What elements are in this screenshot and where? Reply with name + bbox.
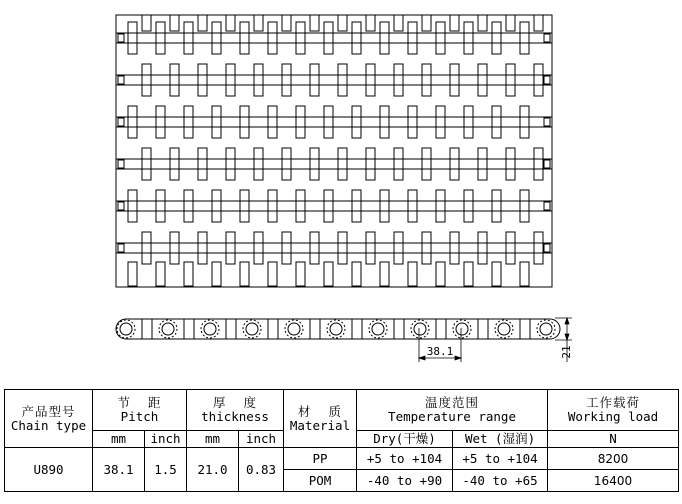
belt-tooth — [240, 262, 249, 286]
belt-tooth — [338, 15, 347, 31]
belt-tooth — [212, 262, 221, 286]
header-pitch-cn: 节 距 — [117, 395, 162, 410]
unit-pitch-mm: mm — [93, 431, 145, 448]
cell-pom-load: 16400 — [548, 470, 679, 492]
header-pitch-en: Pitch — [120, 409, 159, 424]
cell-pitch-mm: 38.1 — [93, 448, 145, 492]
spec-table — [4, 389, 679, 492]
belt-tooth — [506, 15, 515, 31]
belt-tooth — [464, 262, 473, 286]
cell-pom-dry: -40 to +90 — [357, 470, 453, 492]
belt-module-row — [116, 190, 552, 222]
belt-tooth — [408, 262, 417, 286]
cell-pp-wet: +5 to +104 — [453, 448, 548, 470]
cell-material-pp: PP — [284, 448, 357, 470]
belt-tooth — [366, 15, 375, 31]
belt-module-row — [116, 232, 552, 264]
hinge-hole — [204, 323, 216, 335]
cell-thickness-mm: 21.0 — [187, 448, 239, 492]
hinge-hole — [246, 323, 258, 335]
belt-tooth — [436, 262, 445, 286]
header-material-cn: 材 质 — [297, 403, 343, 419]
hinge-hole — [372, 323, 384, 335]
belt-tooth — [282, 15, 291, 31]
belt-tooth — [226, 15, 235, 31]
header-load-en: Working load — [567, 409, 659, 424]
belt-tooth — [380, 262, 389, 286]
hinge-hole — [120, 323, 132, 335]
header-load-cn: 工作载荷 — [586, 395, 641, 410]
belt-tooth — [170, 15, 179, 31]
header-temperature-cn: 温度范围 — [425, 395, 480, 410]
belt-tooth — [520, 262, 529, 286]
header-model — [5, 390, 93, 448]
cell-material-pom: POM — [284, 470, 357, 492]
belt-tooth — [450, 15, 459, 31]
belt-tooth — [310, 15, 319, 31]
belt-tooth — [268, 262, 277, 286]
belt-tooth — [534, 15, 543, 31]
belt-tooth — [128, 262, 137, 286]
unit-thickness-inch: inch — [239, 431, 284, 448]
header-material — [284, 390, 357, 448]
belt-tooth — [198, 15, 207, 31]
cell-pom-wet: -40 to +65 — [453, 470, 548, 492]
pitch-dimension-label: 38.1 — [426, 345, 454, 358]
hinge-hole — [330, 323, 342, 335]
hinge-hole — [414, 323, 426, 335]
header-thickness-en: thickness — [201, 409, 269, 424]
belt-module-row — [116, 148, 552, 180]
header-temperature-en: Temperature range — [388, 409, 516, 424]
belt-tooth — [324, 262, 333, 286]
belt-tooth — [142, 15, 151, 31]
header-model-cn: 产品型号 — [21, 403, 76, 419]
header-material-en: Material — [289, 417, 351, 433]
belt-module-row — [116, 106, 552, 138]
header-temp-dry: Dry(干燥) — [357, 431, 453, 448]
cell-pp-dry: +5 to +104 — [357, 448, 453, 470]
belt-tooth — [422, 15, 431, 31]
unit-load: N — [548, 431, 679, 448]
unit-pitch-inch: inch — [145, 431, 187, 448]
header-thickness — [187, 390, 284, 431]
unit-thickness-mm: mm — [187, 431, 239, 448]
cell-pp-load: 8200 — [548, 448, 679, 470]
belt-tooth — [478, 15, 487, 31]
cell-thickness-inch: 0.83 — [239, 448, 284, 492]
header-pitch — [93, 390, 187, 431]
belt-module-row — [116, 64, 552, 96]
hinge-hole — [540, 323, 552, 335]
hinge-hole — [498, 323, 510, 335]
cell-pitch-inch: 1.5 — [145, 448, 187, 492]
header-temperature — [357, 390, 548, 431]
thickness-dimension-label: 21 — [560, 345, 573, 359]
header-model-en: Chain type — [10, 417, 87, 433]
belt-tooth — [394, 15, 403, 31]
header-temp-wet: Wet (湿润) — [453, 431, 548, 448]
belt-tooth — [296, 262, 305, 286]
hinge-hole — [162, 323, 174, 335]
belt-tooth — [254, 15, 263, 31]
cell-model: U890 — [5, 448, 93, 492]
header-thickness-cn: 厚 度 — [212, 395, 258, 410]
belt-tooth — [184, 262, 193, 286]
hinge-hole — [288, 323, 300, 335]
belt-tooth — [352, 262, 361, 286]
belt-tooth — [156, 262, 165, 286]
belt-top-view — [116, 15, 552, 287]
header-load — [548, 390, 679, 431]
belt-tooth — [492, 262, 501, 286]
hinge-hole — [456, 323, 468, 335]
belt-side-view — [116, 319, 560, 339]
